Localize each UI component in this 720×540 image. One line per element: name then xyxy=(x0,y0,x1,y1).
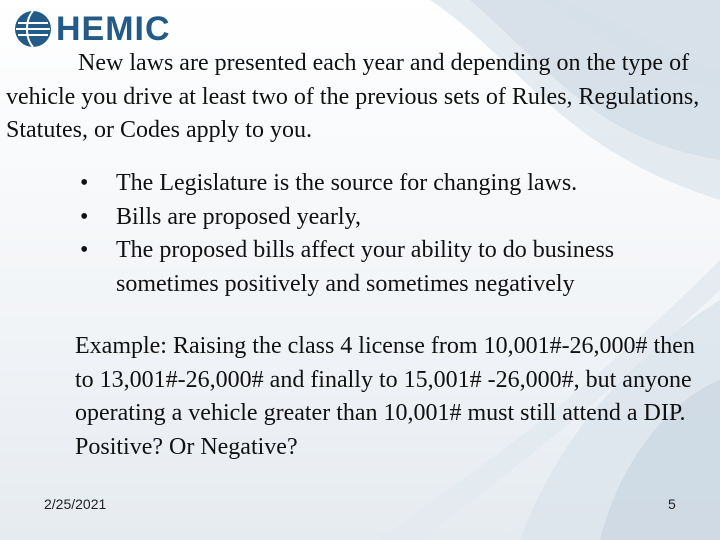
intro-paragraph xyxy=(6,47,706,148)
bullet-marker: • xyxy=(80,170,89,196)
bullet-list xyxy=(80,167,710,301)
slide-number: 5 xyxy=(668,496,676,512)
hemic-logo xyxy=(14,10,171,48)
example-paragraph: Example: Raising the class 4 license from 10,001#-26,000# then to 13,001#-26,000# and finally to 15,001# -26,000#, but anyone operating a vehicle greater than 10,001# must still attend a DIP. Positive? Or Negative? xyxy=(75,333,695,460)
bullet-item xyxy=(80,234,710,301)
bullet-marker: • xyxy=(80,203,89,230)
bullet-item xyxy=(80,201,710,235)
logo-wordmark: HEMIC xyxy=(56,10,171,48)
intro-text: New laws are presented each year and depending on the type of vehicle you drive at least two of the previous sets of Rules, Regulations, Statutes, or Codes apply to you. xyxy=(6,50,700,143)
bullet-marker: • xyxy=(80,237,89,263)
footer-date: 2/25/2021 xyxy=(44,496,107,512)
bullet-text: The proposed bills affect your ability to do business sometimes positively and sometimes negatively xyxy=(116,237,615,297)
bullet-item xyxy=(80,167,710,201)
bullet-text: Bills are proposed yearly, xyxy=(116,203,362,230)
globe-icon xyxy=(14,10,52,48)
bullet-text: The Legislature is the source for changing laws. xyxy=(116,170,578,196)
